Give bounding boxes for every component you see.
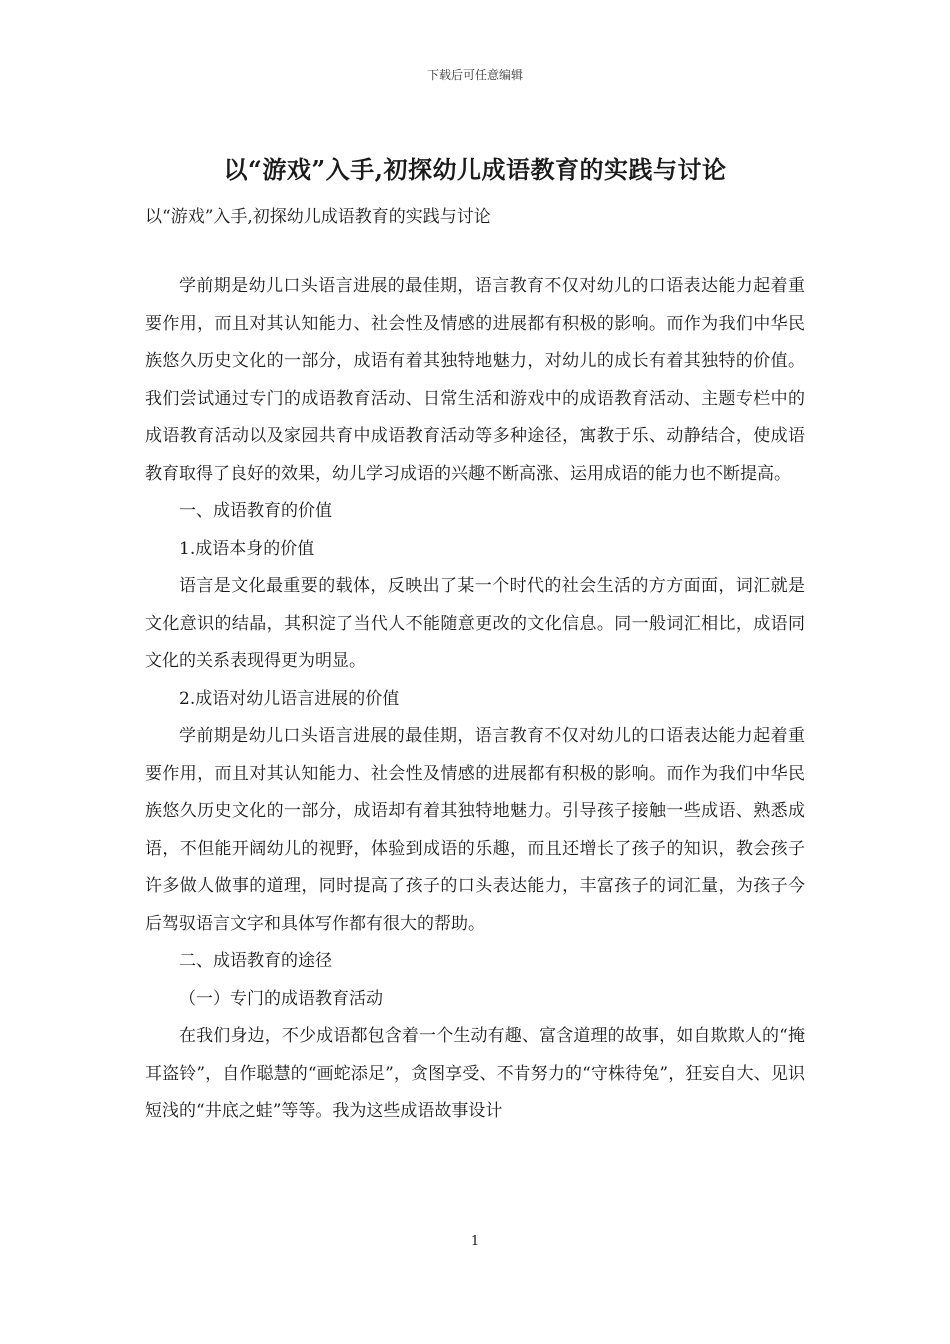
- document-body: [145, 268, 805, 1131]
- paragraph-intro: 学前期是幼儿口头语言进展的最佳期，语言教育不仅对幼儿的口语表达能力起着重要作用，而且对其认知能力、社会性及情感的进展都有积极的影响。而作为我们中华民族悠久历史文化的一部分，成语有着其独特地魅力，对幼儿的成长有着其独特的价值。我们尝试通过专门的成语教育活动、日常生活和游戏中的成语教育活动、主题专栏中的成语教育活动以及家园共育中成语教育活动等多种途径，寓教于乐、动静结合，使成语教育取得了良好的效果，幼儿学习成语的兴趣不断高涨、运用成语的能力也不断提高。: [145, 276, 805, 484]
- subsection-heading-1-2: 2.成语对幼儿语言进展的价值: [179, 688, 400, 709]
- header-note: 下载后可任意编辑: [426, 68, 523, 82]
- page-number: 1: [470, 1234, 480, 1249]
- section-heading-2: 二、成语教育的途径: [179, 951, 332, 971]
- document-subtitle: 以“游戏”入手,初探幼儿成语教育的实践与讨论: [145, 207, 491, 227]
- document-title: 以“游戏”入手,初探幼儿成语教育的实践与讨论: [223, 155, 727, 184]
- paragraph-1-1: 语言是文化最重要的载体，反映出了某一个时代的社会生活的方方面面，词汇就是文化意识的结晶，其积淀了当代人不能随意更改的文化信息。同一般词汇相比，成语同文化的关系表现得更为明显。: [145, 576, 805, 671]
- subsection-heading-2-1: （一）专门的成语教育活动: [179, 988, 383, 1009]
- subsection-heading-1-1: 1.成语本身的价值: [179, 538, 315, 559]
- section-heading-1: 一、成语教育的价值: [179, 501, 332, 521]
- paragraph-2-1: 在我们身边，不少成语都包含着一个生动有趣、富含道理的故事，如自欺欺人的“掩耳盗铃”，自作聪慧的“画蛇添足”，贪图享受、不肯努力的“守株待兔”，狂妄自大、见识短浅的“井底之蛙”等等。我为这些成语故事设计: [145, 1026, 805, 1121]
- paragraph-1-2: 学前期是幼儿口头语言进展的最佳期，语言教育不仅对幼儿的口语表达能力起着重要作用，而且对其认知能力、社会性及情感的进展都有积极的影响。而作为我们中华民族悠久历史文化的一部分，成语却有着其独特地魅力。引导孩子接触一些成语、熟悉成语，不但能开阔幼儿的视野，体验到成语的乐趣，而且还增长了孩子的知识，教会孩子许多做人做事的道理，同时提高了孩子的口头表达能力，丰富孩子的词汇量，为孩子今后驾驭语言文字和具体写作都有很大的帮助。: [145, 726, 805, 934]
